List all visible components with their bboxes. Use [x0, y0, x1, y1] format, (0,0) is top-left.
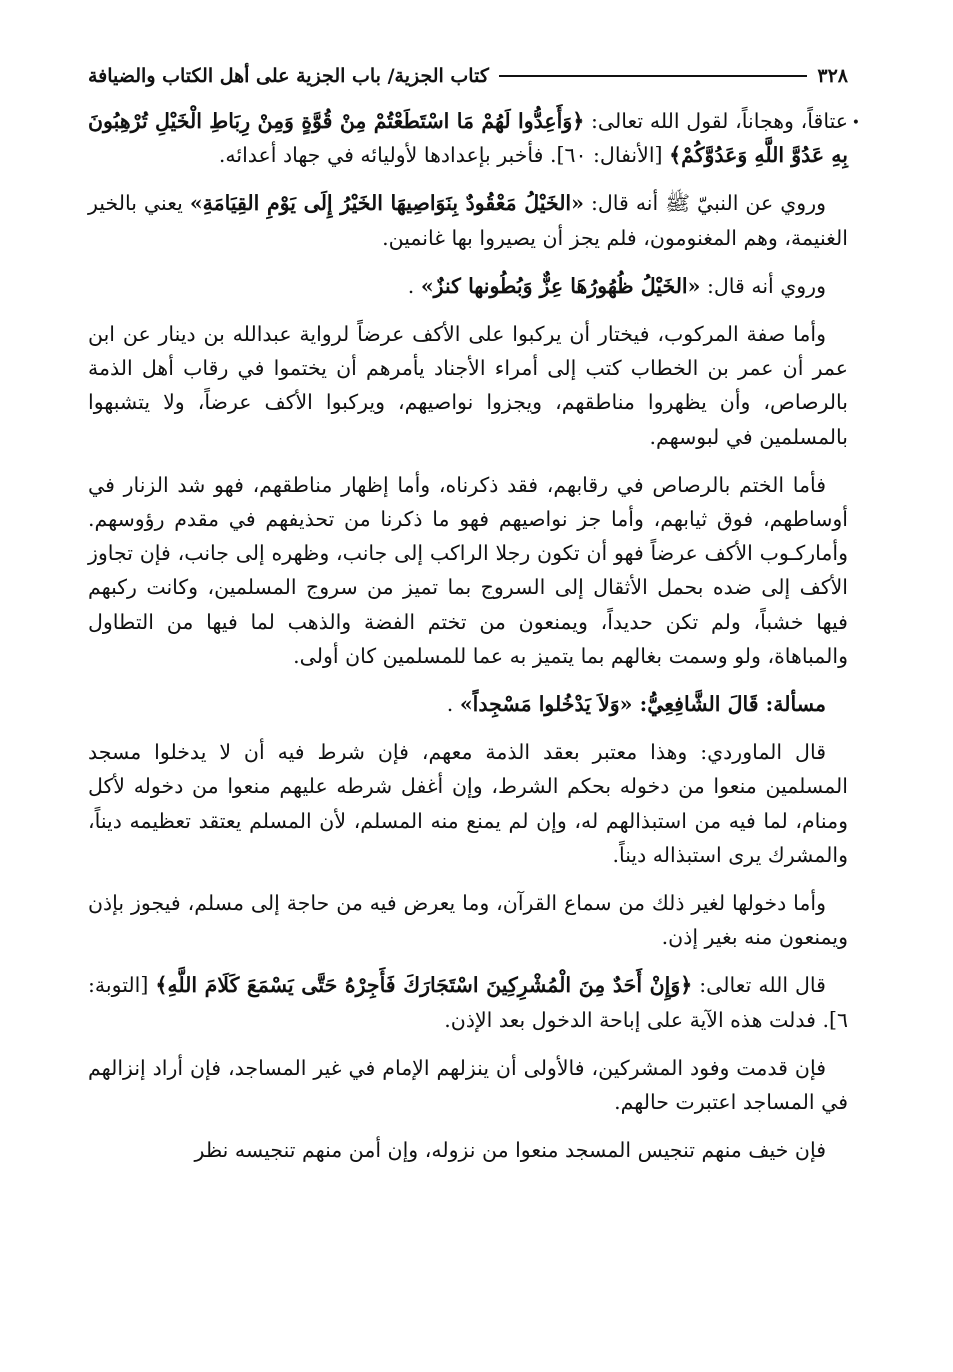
- paragraph-4: [88, 317, 848, 454]
- paragraph-text: وروي أنه قال:: [700, 273, 826, 298]
- paragraph-text: قال الماوردي: وهذا معتبر بعقد الذمة معهم، فإن شرط فيه أن لا يدخلوا مسجد المسلمين منعوا من دخوله بحكم الشرط، وإن أغفل شرطه عليهم منعوا من دخوله لأكل ومنام، لما فيه من استبذالهم له، وإن لم يمنع منه المسلم، لأن المسلم يعتقد تعظيمه ديناً، والمشرك يرى استبذاله ديناً.: [88, 740, 848, 867]
- paragraph-text: يعني بالخير الغنيمة، وهم المغنومون، فلم يجز أن يصيروا بها غانمين.: [88, 191, 848, 250]
- paragraph-text: .: [446, 692, 454, 717]
- paragraph-6: [88, 735, 848, 872]
- hadith-quote: «الخَيْلُ مَعْقُودٌ بِنَوَاصِيهَا الخَيْرُ إِلَى يَوْمِ القِيَامَةِ»: [189, 191, 584, 216]
- paragraph-8: [88, 968, 848, 1036]
- paragraph-text: فأما الختم بالرصاص في رقابهم، فقد ذكرناه، وأما إظهار مناطقهم، فهو شد الزنار في أوساطهم، فوق ثيابهم، وأما جز نواصيهم فهو ما ذكرنا من تحذيفهم في مقدم رؤوسهم. وأماركـوب الأكف عرضاً فهو أن تكون رجلا الراكب إلى جانب، وظهره إلى جانب، فإن تجاوز الأكف إلى ضده بحمل الأثقال إلى السروج بما تميز من سروج المسلمين، وكانت ركبهم فيها خشباً، ولم تكن حديداً، ويمنعون من تختم الفضة والذهب لما فيها من التطاول والمباهاة، ولو وسمت بغالهم بما يتميز به عما للمسلمين كان أولى.: [88, 472, 848, 668]
- paragraph-text: وروي عن النبيّ ﷺ أنه قال:: [583, 191, 826, 216]
- bullet-mark: •: [851, 115, 860, 131]
- shafii-quote: قَالَ الشَّافِعِيُّ: «وَلاَ يَدْخُلوا مَسْجِداً»: [459, 692, 759, 717]
- page-number: ٣٢٨: [817, 65, 848, 87]
- issue-label: مسألة:: [758, 692, 826, 717]
- paragraph-text: فإن خيف منهم تنجيس المسجد منعوا من نزوله، وإن أمن منهم تنجيسه نظر: [194, 1138, 826, 1163]
- paragraph-5: [88, 468, 848, 673]
- paragraph-text: وأما صفة المركوب، فيختار أن يركبوا على الأكف عرضاً لرواية عبدالله بن دينار عن ابن عمر أن عمر بن الخطاب كتب إلى أمراء الأجناد يأمرهم أن يختموا في رقاب أهل الذمة بالرصاص، وأن يظهروا مناطقهم، ويجزوا نواصيهم، ويركبوا الأكف عرضاً، ولا يتشبهوا بالمسلمين في لبوسهم.: [88, 322, 848, 449]
- quran-verse: ﴿وَإِنْ أَحَدٌ مِنَ الْمُشْرِكِينَ اسْتَجَارَكَ فَأَجِرْهُ حَتَّى يَسْمَعَ كَلَامَ اللَّهِ﴾: [155, 973, 693, 998]
- paragraph-9: [88, 1051, 848, 1119]
- book-page: [88, 56, 860, 1181]
- paragraph-text: فإن قدمت وفود المشركين، فالأولى أن ينزلهم الإمام في غير المساجد، فإن أراد إنزالهم في المساجد اعتبرت حالهم.: [88, 1055, 848, 1115]
- hadith-quote: «الخَيْلُ ظُهُورُهَا عِزٌّ وَبُطُونها كنزٌ»: [420, 273, 701, 298]
- paragraph-text: عتاقاً، وهجاناً، لقول الله تعالى:: [584, 109, 848, 133]
- paragraph-3: [88, 269, 848, 303]
- paragraph-10: [88, 1133, 848, 1167]
- paragraph-text: [التوبة: ٦]. فدلت هذه الآية على إباحة الدخول بعد الإذن.: [88, 973, 848, 1032]
- paragraph-2: [88, 186, 848, 254]
- page-header: [88, 56, 848, 96]
- header-rule: [499, 75, 808, 77]
- paragraph-text: .: [407, 273, 415, 298]
- paragraph-text: [الأنفال: ٦٠]. فأخبر بإعدادها لأوليائه في جهاد أعدائه.: [218, 143, 663, 168]
- paragraph-text: وأما دخولها لغير ذلك من سماع القرآن، وما يعرض فيه من حاجة إلى مسلم، فيجوز بإذن ويمنعون منه بغير إذن.: [88, 891, 848, 950]
- paragraph-text: قال الله تعالى:: [692, 973, 826, 998]
- paragraph-1: [88, 104, 860, 172]
- paragraph-7: [88, 886, 848, 954]
- quran-verse: ﴿وَأَعِدُّوا لَهُمْ مَا اسْتَطَعْتُمْ مِنْ قُوَّةٍ وَمِنْ رِبَاطِ الْخَيْلِ تُرْهِبُونَ بِهِ عَدُوَّ اللَّهِ وَعَدُوَّكُمْ﴾: [88, 109, 848, 168]
- running-title: كتاب الجزية/ باب الجزية على أهل الكتاب والضيافة: [88, 65, 489, 87]
- issue-heading: [88, 687, 848, 721]
